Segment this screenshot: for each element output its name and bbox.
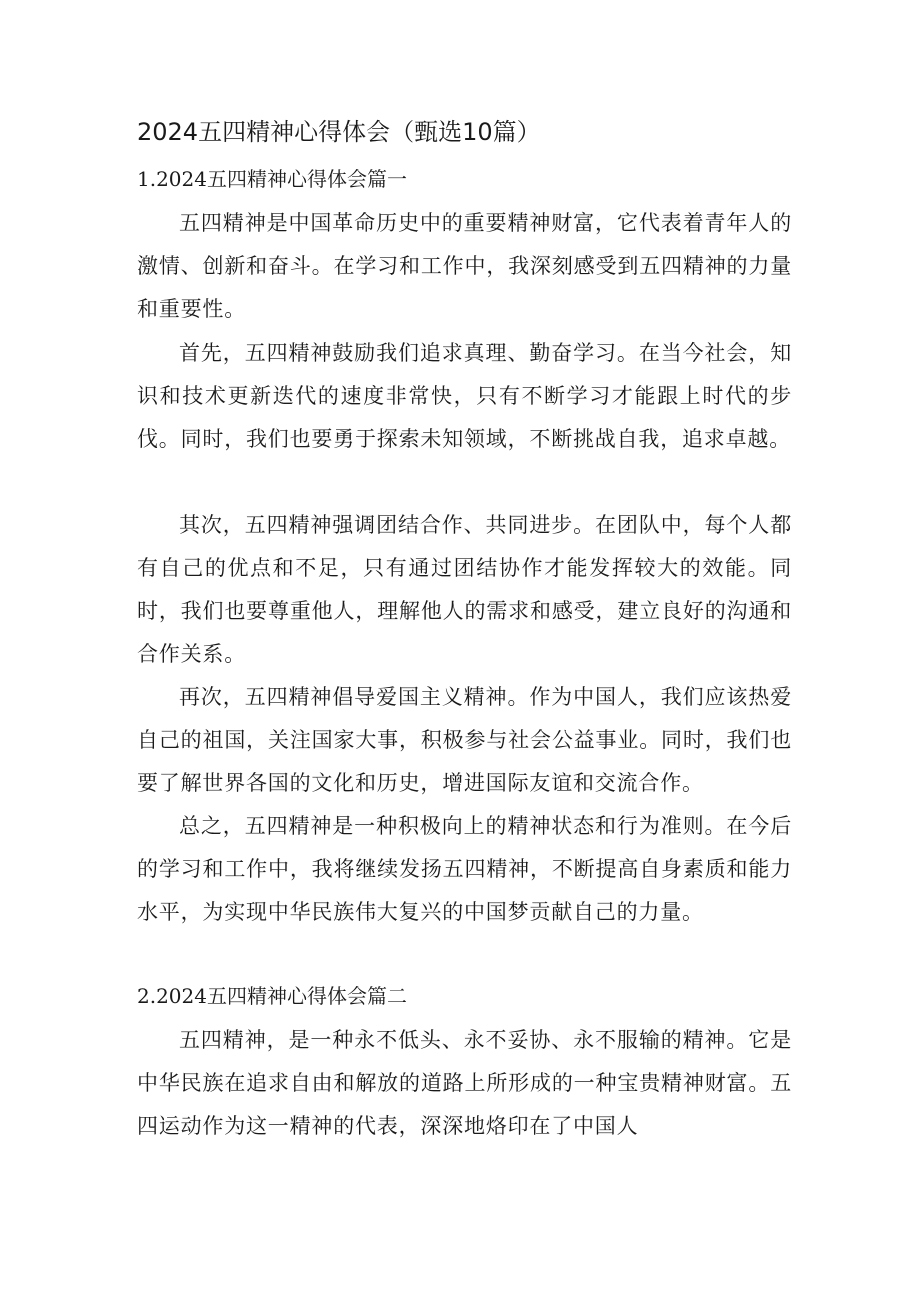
section-1-paragraph-5: 总之，五四精神是一种积极向上的精神状态和行为准则。在今后的学习和工作中，我将继续发扬五四精神，不断提高自身素质和能力水平，为实现中华民族伟大复兴的中国梦贡献自己的力量。 xyxy=(137,814,792,924)
section-1-paragraph-2: 首先，五四精神鼓励我们追求真理、勤奋学习。在当今社会，知识和技术更新迭代的速度非常快，只有不断学习才能跟上时代的步伐。同时，我们也要勇于探索未知领域，不断挑战自我，追求卓越。 xyxy=(137,341,792,451)
document-title: 2024五四精神心得体会（甄选10篇） xyxy=(137,118,541,146)
section-1-paragraph-3: 其次，五四精神强调团结合作、共同进步。在团队中，每个人都有自己的优点和不足，只有通过团结协作才能发挥较大的效能。同时，我们也要尊重他人，理解他人的需求和感受，建立良好的沟通和合作关系。 xyxy=(137,513,792,666)
section-heading-1: 1.2024五四精神心得体会篇一 xyxy=(137,167,407,191)
section-heading-2: 2.2024五四精神心得体会篇二 xyxy=(137,984,407,1008)
section-2-paragraph-1: 五四精神，是一种永不低头、永不妥协、永不服输的精神。它是中华民族在追求自由和解放的道路上所形成的一种宝贵精神财富。五四运动作为这一精神的代表，深深地烙印在了中国人 xyxy=(137,1028,792,1138)
section-1-paragraph-1: 五四精神是中国革命历史中的重要精神财富，它代表着青年人的激情、创新和奋斗。在学习和工作中，我深刻感受到五四精神的力量和重要性。 xyxy=(137,211,792,321)
section-1-paragraph-4: 再次，五四精神倡导爱国主义精神。作为中国人，我们应该热爱自己的祖国，关注国家大事，积极参与社会公益事业。同时，我们也要了解世界各国的文化和历史，增进国际友谊和交流合作。 xyxy=(137,685,792,795)
